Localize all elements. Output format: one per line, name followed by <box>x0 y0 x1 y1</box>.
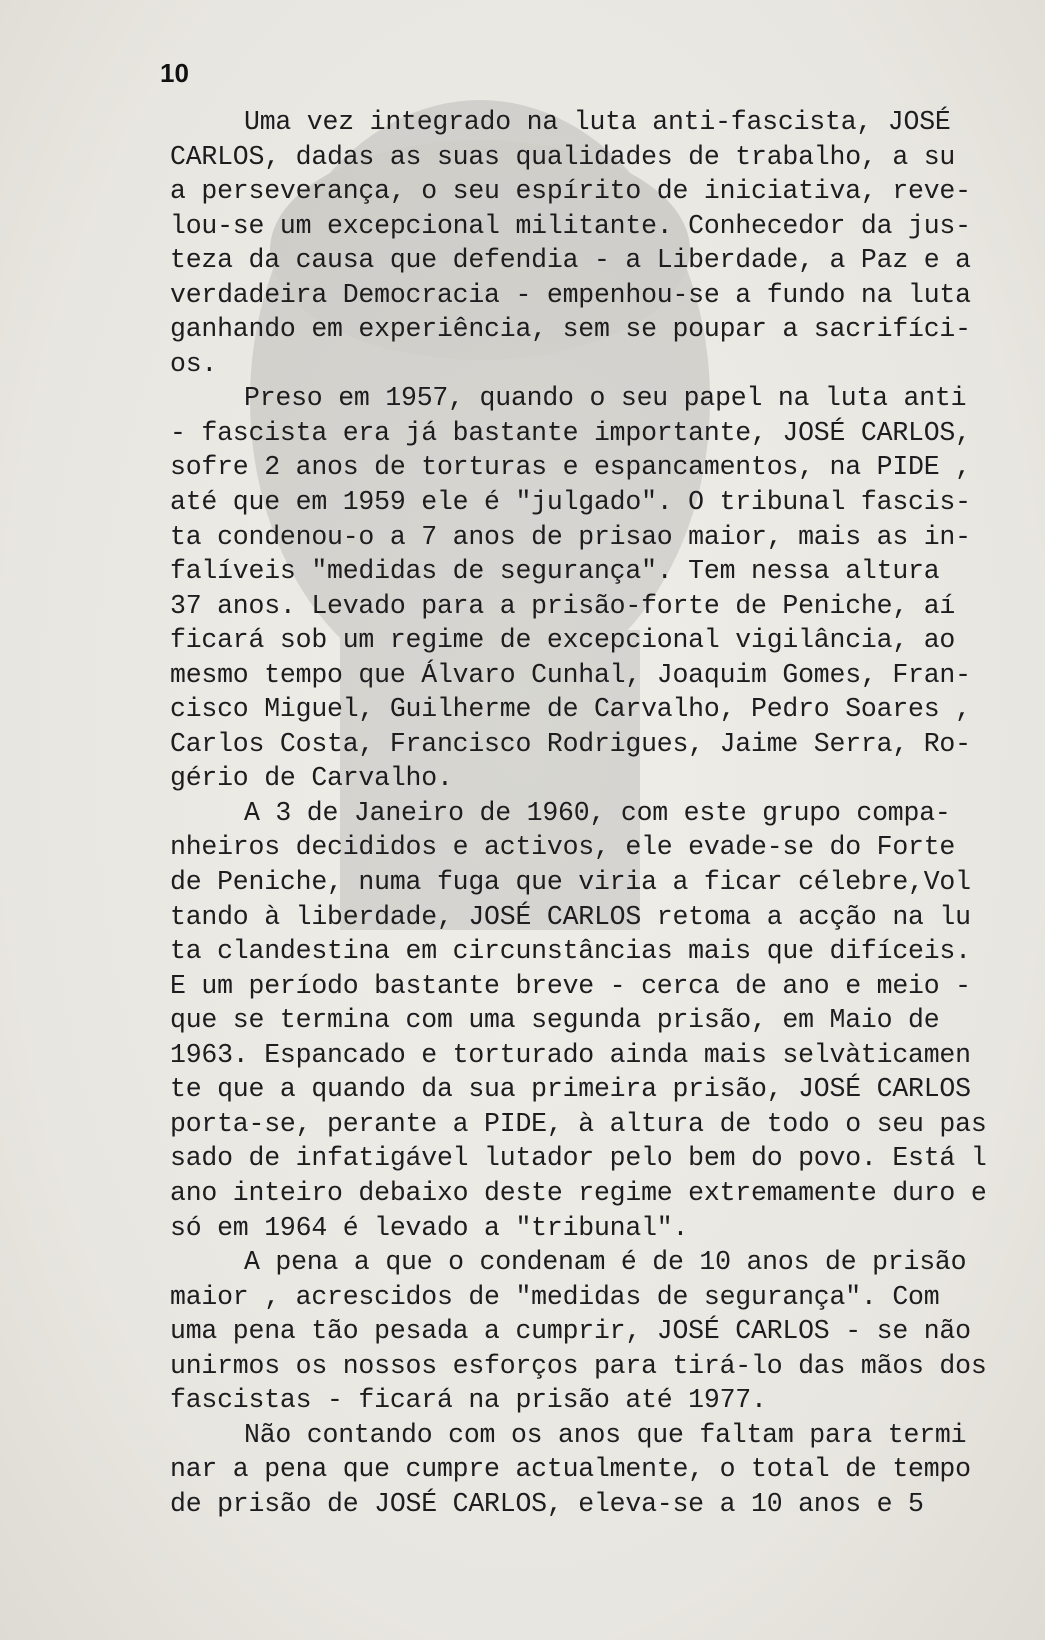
text-line: uma pena tão pesada a cumprir, JOSÉ CARLOS - se não <box>170 1316 971 1347</box>
text-line: Preso em 1957, quando o seu papel na luta anti <box>244 383 967 414</box>
text-line: Não contando com os anos que faltam para termi <box>244 1419 967 1450</box>
text-line: a perseverança, o seu espírito de iniciativa, reve- <box>170 176 971 207</box>
page-number: 10 <box>160 58 189 88</box>
text-line: de Peniche, numa fuga que viria a ficar célebre,Vol <box>170 867 971 898</box>
text-line: teza da causa que defendia - a Liberdade, a Paz e a <box>170 245 971 276</box>
text-line: maior , acrescidos de "medidas de segurança". Com <box>170 1281 940 1312</box>
text-line: unirmos os nossos esforços para tirá-lo das mãos dos <box>170 1350 987 1381</box>
text-line: ta clandestina em circunstâncias mais que difíceis. <box>170 936 971 967</box>
text-line: te que a quando da sua primeira prisão, JOSÉ CARLOS <box>170 1074 971 1105</box>
text-line: falíveis "medidas de segurança". Tem nessa altura <box>170 556 940 587</box>
text-line: até que em 1959 ele é "julgado". O tribunal fascis- <box>170 487 971 518</box>
text-line: Uma vez integrado na luta anti-fascista, JOSÉ <box>244 107 951 137</box>
text-line: lou-se um excepcional militante. Conhecedor da jus- <box>170 210 971 241</box>
text-line: nar a pena que cumpre actualmente, o total de tempo <box>170 1454 971 1485</box>
text-line: E um período bastante breve - cerca de ano e meio - <box>170 970 971 1001</box>
text-line: ganhando em experiência, sem se poupar a sacrifíci- <box>170 314 971 345</box>
text-line: que se termina com uma segunda prisão, em Maio de <box>170 1005 940 1036</box>
text-line: verdadeira Democracia - empenhou-se a fundo na luta <box>170 279 971 310</box>
text-line: ficará sob um regime de excepcional vigilância, ao <box>170 625 956 656</box>
text-line: - fascista era já bastante importante, JOSÉ CARLOS, <box>170 417 971 448</box>
text-line: A pena a que o condenam é de 10 anos de prisão <box>244 1247 967 1278</box>
text-line: os. <box>170 348 218 379</box>
text-line: 37 anos. Levado para a prisão-forte de Peniche, aí <box>170 590 956 621</box>
text-line: fascistas - ficará na prisão até 1977. <box>170 1385 767 1416</box>
text-line: mesmo tempo que Álvaro Cunhal, Joaquim Gomes, Fran- <box>170 659 971 690</box>
text-line: só em 1964 é levado a "tribunal". <box>170 1212 689 1243</box>
text-line: sofre 2 anos de torturas e espancamentos, na PIDE , <box>170 452 971 483</box>
text-line: A 3 de Janeiro de 1960, com este grupo compa- <box>244 797 951 828</box>
text-line: ano inteiro debaixo deste regime extremamente duro e <box>170 1177 987 1208</box>
text-line: 1963. Espancado e torturado ainda mais selvàticamen <box>170 1039 971 1070</box>
text-line: gério de Carvalho. <box>170 763 453 794</box>
text-line: Carlos Costa, Francisco Rodrigues, Jaime Serra, Ro- <box>170 728 971 759</box>
text-line: sado de infatigável lutador pelo bem do povo. Está l <box>170 1143 987 1174</box>
text-line: de prisão de JOSÉ CARLOS, eleva-se a 10 anos e 5 <box>170 1488 924 1519</box>
text-line: tando à liberdade, JOSÉ CARLOS retoma a acção na lu <box>170 901 971 932</box>
text-line: ta condenou-o a 7 anos de prisao maior, mais as in- <box>170 521 971 552</box>
text-line: porta-se, perante a PIDE, à altura de todo o seu pas <box>170 1108 987 1139</box>
text-line: cisco Miguel, Guilherme de Carvalho, Pedro Soares , <box>170 694 971 725</box>
text-line: nheiros decididos e activos, ele evade-se do Forte <box>170 832 956 863</box>
body-text <box>170 105 987 1521</box>
text-line: CARLOS, dadas as suas qualidades de trabalho, a su <box>170 141 956 172</box>
